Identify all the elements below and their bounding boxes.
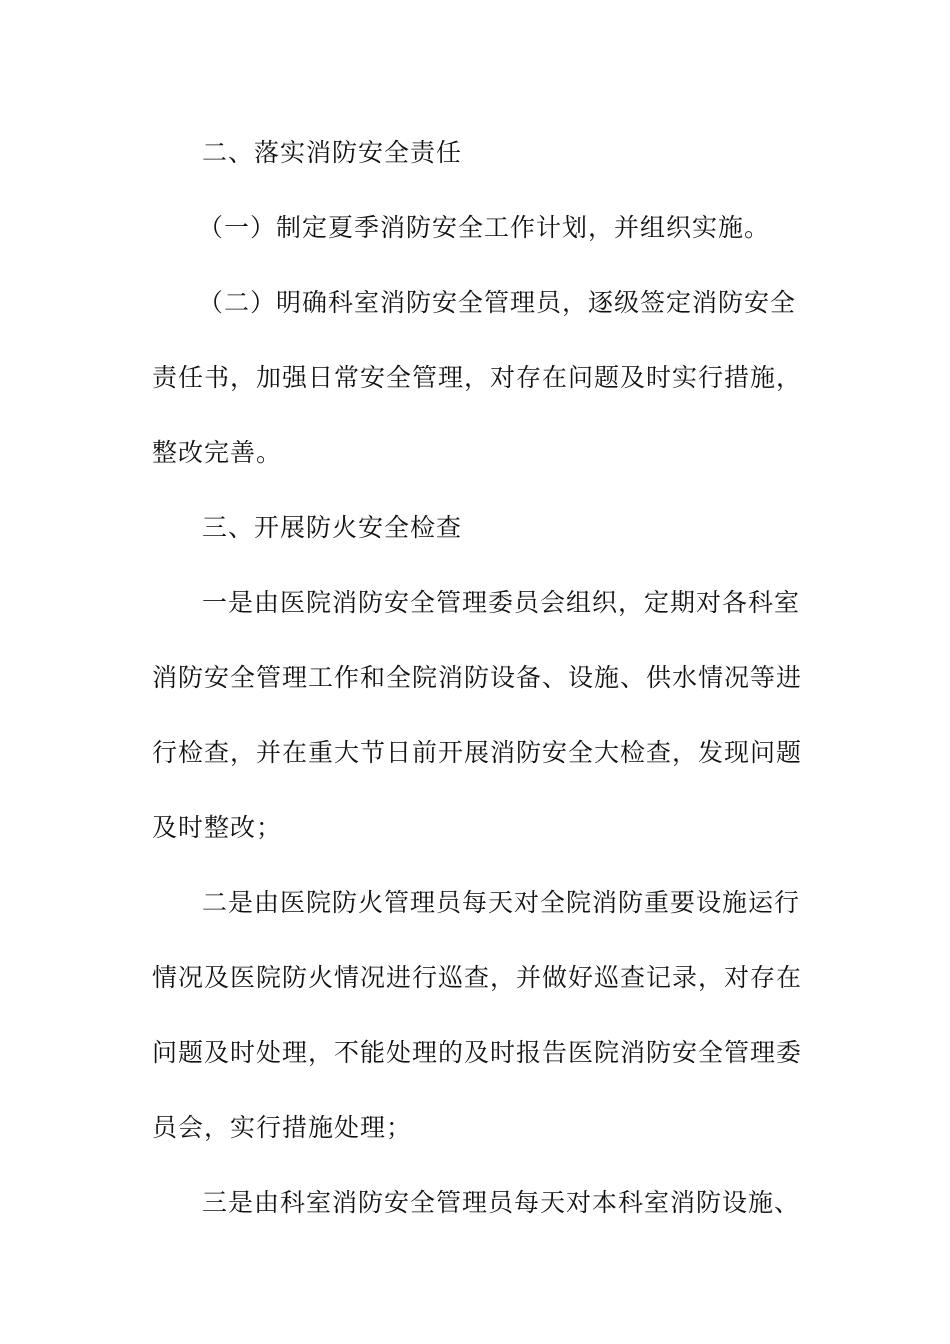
paragraph-line: 及时整改； bbox=[152, 813, 283, 842]
section-heading-2: 二、落实消防安全责任 bbox=[202, 138, 463, 167]
paragraph-line: 整改完善。 bbox=[152, 438, 283, 467]
paragraph-line: 行检查，并在重大节日前开展消防安全大检查，发现问题 bbox=[152, 738, 803, 767]
paragraph-line: 消防安全管理工作和全院消防设备、设施、供水情况等进 bbox=[152, 663, 803, 692]
paragraph-line: 责任书，加强日常安全管理，对存在问题及时实行措施， bbox=[152, 363, 803, 392]
paragraph-line: 三是由科室消防安全管理员每天对本科室消防设施、 bbox=[202, 1188, 801, 1217]
section-heading-3: 三、开展防火安全检查 bbox=[202, 513, 463, 542]
paragraph-line: （二）明确科室消防安全管理员，逐级签定消防安全 bbox=[198, 288, 797, 317]
paragraph-line: 二是由医院防火管理员每天对全院消防重要设施运行 bbox=[202, 888, 801, 917]
paragraph-line: 情况及医院防火情况进行巡查，并做好巡查记录，对存在 bbox=[152, 963, 803, 992]
paragraph-line: 一是由医院消防安全管理委员会组织，定期对各科室 bbox=[202, 588, 801, 617]
paragraph-line: （一）制定夏季消防安全工作计划，并组织实施。 bbox=[198, 213, 771, 242]
document-body bbox=[152, 115, 803, 1240]
paragraph-line: 员会，实行措施处理； bbox=[152, 1113, 413, 1142]
paragraph-line: 问题及时处理，不能处理的及时报告医院消防安全管理委 bbox=[152, 1038, 803, 1067]
